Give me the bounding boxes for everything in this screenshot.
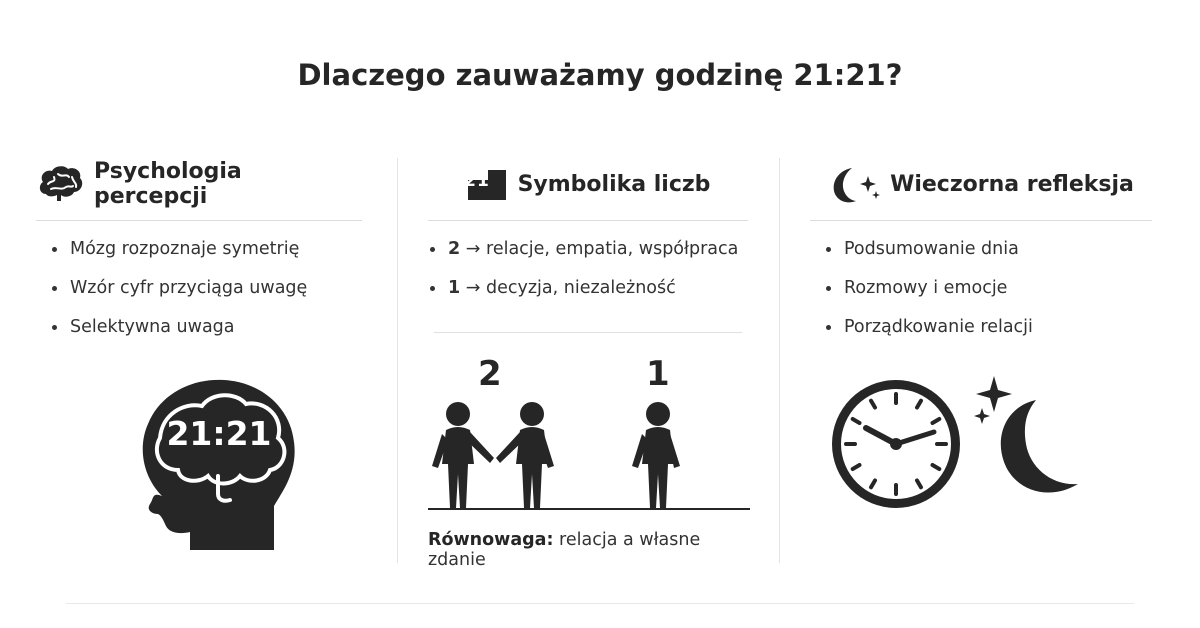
caption-text: relacja a własne zdanie [428, 530, 701, 570]
list-item: Wzór cyfr przyciąga uwagę [50, 278, 362, 298]
column-heading: Symbolika liczb [517, 171, 711, 197]
list-item [428, 278, 748, 298]
list-item: Porządkowanie relacji [824, 317, 1152, 337]
bullet-list [428, 239, 748, 298]
column-separator [397, 158, 398, 563]
arrow-icon: → [465, 239, 481, 259]
number-label: 2 [448, 239, 461, 259]
column-symbolism [428, 158, 748, 568]
arrow-icon: → [465, 278, 481, 298]
list-item: Selektywna uwaga [50, 317, 362, 337]
section-divider [434, 332, 742, 333]
number-label: 1 [448, 278, 461, 298]
column-heading: Wieczorna refleksja [890, 171, 1134, 197]
illustration-time-text: 21:21 [166, 414, 272, 453]
meaning-text: decyzja, niezależność [486, 278, 676, 298]
person-icon [496, 402, 554, 508]
list-item: Rozmowy i emocje [824, 278, 1152, 298]
page-title: Dlaczego zauważamy godzinę 21:21? [297, 58, 903, 92]
caption-label: Równowaga: [428, 530, 554, 550]
head-brain-illustration [132, 376, 302, 552]
brain-icon [36, 164, 86, 204]
moon-stars-icon [828, 164, 882, 204]
clock-icon [832, 380, 960, 508]
ground-line [428, 508, 750, 510]
balance-caption [428, 530, 758, 570]
bullet-list [810, 239, 1152, 337]
figure-label-1: 1 [646, 354, 670, 394]
person-icon [432, 402, 494, 508]
header-divider [428, 220, 748, 221]
people-illustration [428, 354, 758, 514]
column-heading: Psychologia percepcji [94, 159, 242, 209]
list-item [428, 239, 748, 259]
podium-icon-text: 21 [464, 171, 490, 191]
person-icon [632, 402, 680, 508]
list-item: Podsumowanie dnia [824, 239, 1152, 259]
clock-moon-illustration [826, 372, 1096, 512]
list-item: Mózg rozpoznaje symetrię [50, 239, 362, 259]
column-header [810, 158, 1152, 210]
footer-divider [66, 603, 1134, 604]
header-divider [810, 220, 1152, 221]
header-divider [36, 220, 362, 221]
meaning-text: relacje, empatia, współpraca [486, 239, 739, 259]
column-psychology [36, 158, 362, 568]
figure-label-2: 2 [478, 354, 502, 394]
moon-icon [974, 376, 1078, 493]
column-separator [779, 158, 780, 563]
column-header [36, 158, 362, 210]
bullet-list [36, 239, 362, 337]
column-evening [810, 158, 1152, 568]
